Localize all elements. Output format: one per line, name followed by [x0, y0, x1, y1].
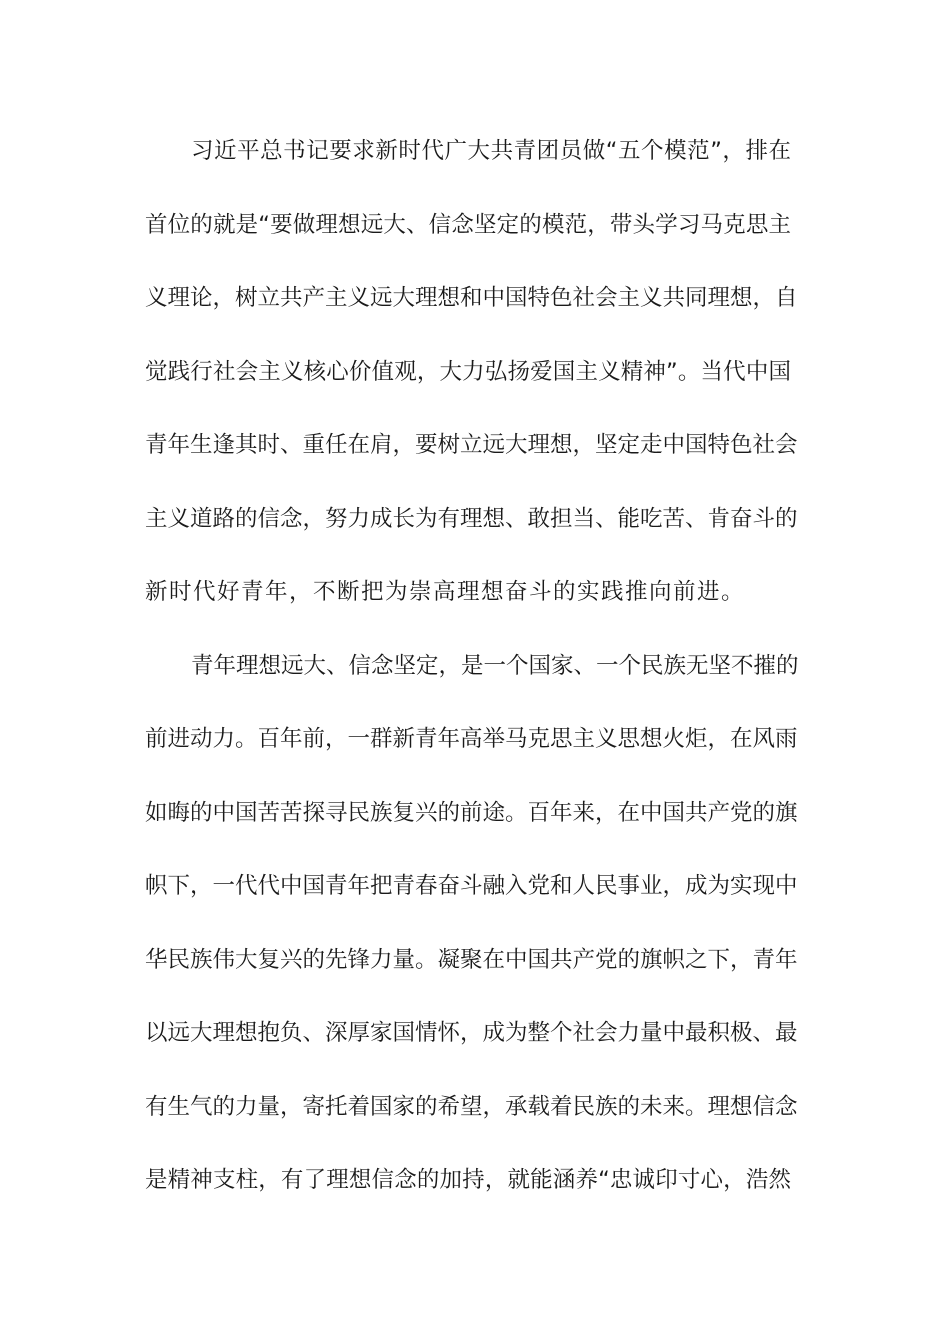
paragraph-1-line-5: 青年生逢其时、重任在肩，要树立远大理想，坚定走中国特色社会 — [145, 432, 798, 458]
paragraph-1-line-3: 义理论，树立共产主义远大理想和中国特色社会主义共同理想，自 — [145, 285, 798, 311]
paragraph-2-line-7: 有生气的力量，寄托着国家的希望，承载着民族的未来。理想信念 — [145, 1093, 798, 1120]
paragraph-2-line-8: 是精神支柱，有了理想信念的加持，就能涵养“忠诚印寸心，浩然 — [145, 1167, 791, 1193]
paragraph-1-line-4: 觉践行社会主义核心价值观，大力弘扬爱国主义精神”。当代中国 — [145, 358, 791, 385]
paragraph-2-line-4: 帜下，一代代中国青年把青春奋斗融入党和人民事业，成为实现中 — [145, 873, 798, 899]
paragraph-2-line-3: 如晦的中国苦苦探寻民族复兴的前途。百年来，在中国共产党的旗 — [145, 799, 798, 826]
paragraph-1-line-6: 主义道路的信念，努力成长为有理想、敢担当、能吃苦、肯奋斗的 — [145, 505, 798, 532]
body-text — [145, 128, 799, 1231]
paragraph-1-line-2: 首位的就是“要做理想远大、信念坚定的模范，带头学习马克思主 — [145, 211, 791, 238]
paragraph-2-line-6: 以远大理想抱负、深厚家国情怀，成为整个社会力量中最积极、最 — [145, 1020, 798, 1046]
paragraph-2-line-1: 青年理想远大、信念坚定，是一个国家、一个民族无坚不摧的 — [191, 652, 799, 679]
paragraph-2-line-2: 前进动力。百年前，一群新青年高举马克思主义思想火炬，在风雨 — [145, 726, 798, 752]
paragraph-1-line-7: 新时代好青年，不断把为崇高理想奋斗的实践推向前进。 — [145, 579, 746, 605]
paragraph-1-line-1: 习近平总书记要求新时代广大共青团员做“五个模范”，排在 — [191, 138, 791, 164]
paragraph-2-line-5: 华民族伟大复兴的先锋力量。凝聚在中国共产党的旗帜之下，青年 — [145, 946, 798, 973]
